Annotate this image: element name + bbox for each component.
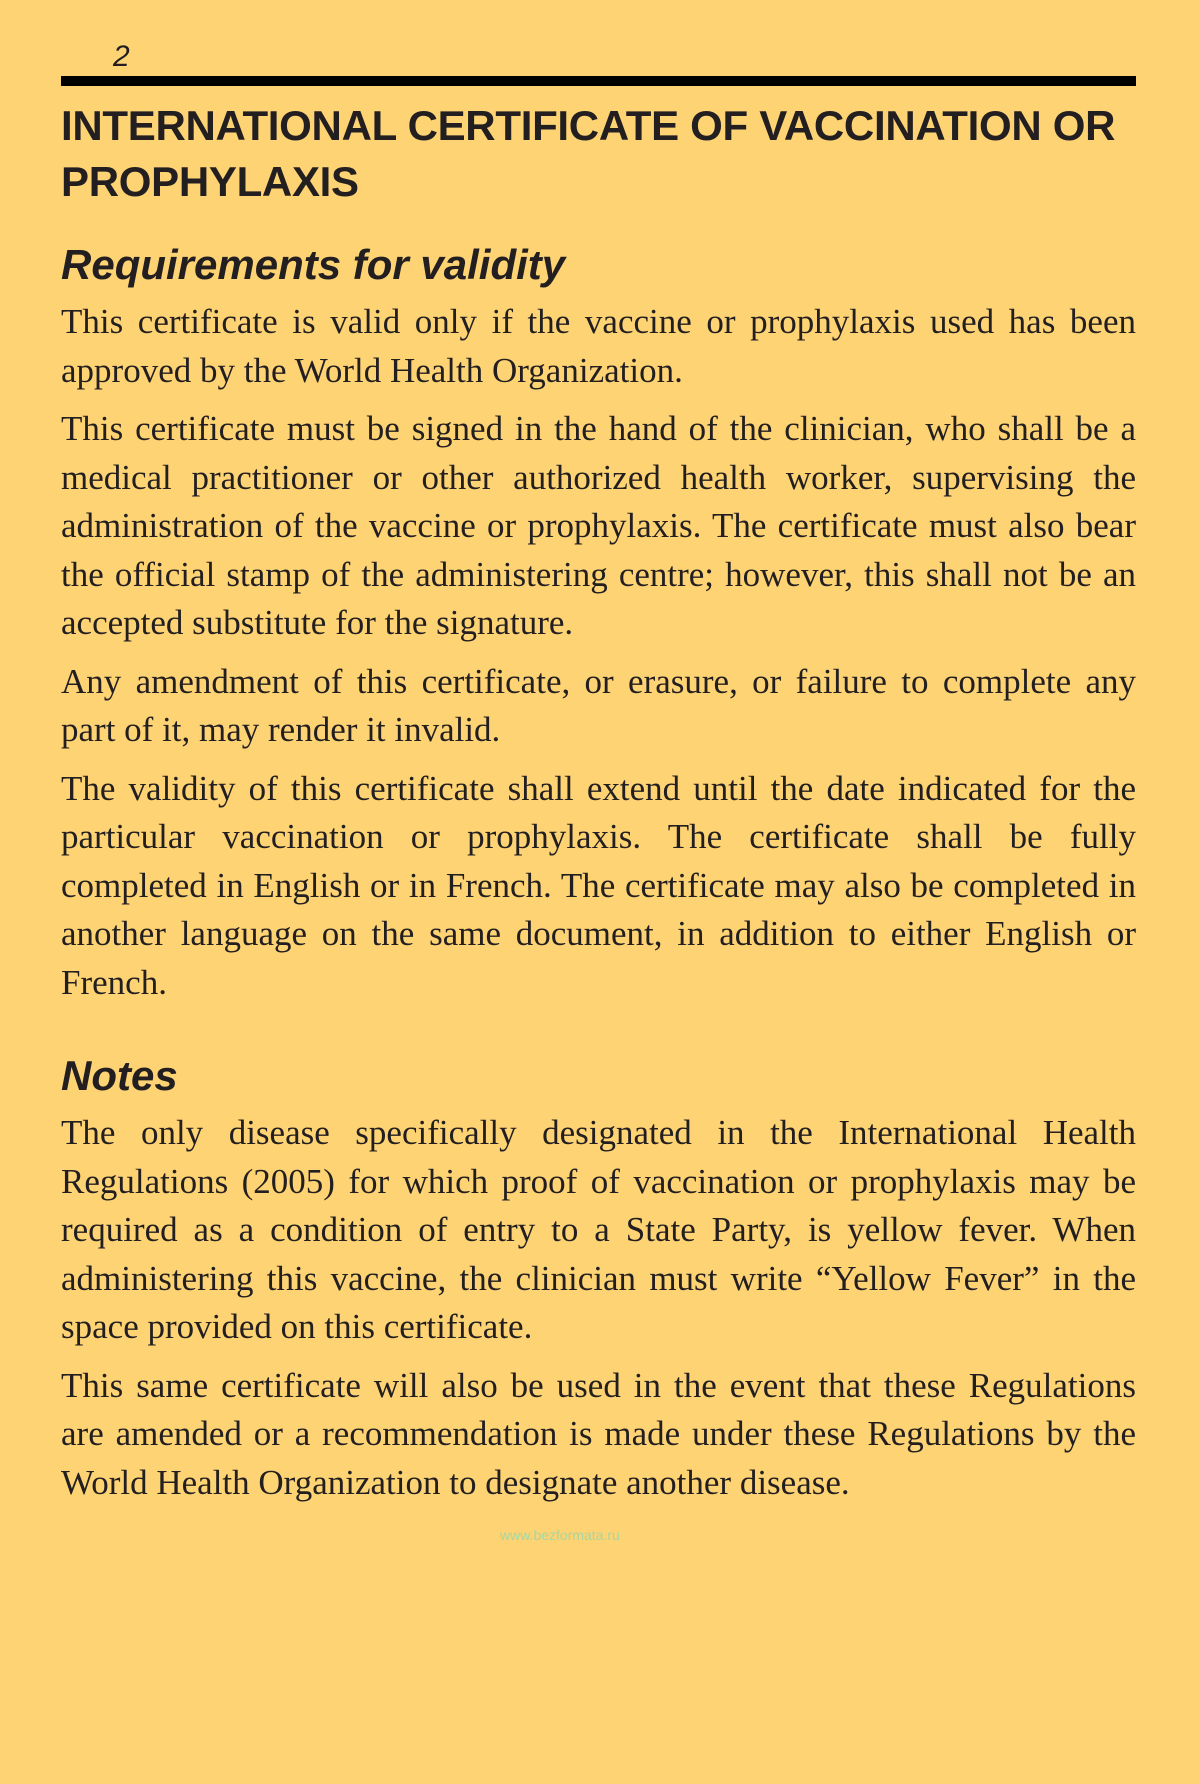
page-number: 2 xyxy=(113,40,130,73)
notes-heading: Notes xyxy=(61,1052,178,1100)
validity-paragraph-1: This certificate is valid only if the vaccine or prophylaxis used has been approved by the World Health Organization. xyxy=(61,302,1136,390)
certificate-title: INTERNATIONAL CERTIFICATE OF VACCINATION OR PROPHYLAXIS xyxy=(61,102,1116,205)
validity-paragraph-3: Any amendment of this certificate, or erasure, or failure to complete any part of it, may render it invalid. xyxy=(61,661,1136,750)
requirements-heading: Requirements for validity xyxy=(61,241,566,288)
notes-paragraph-1: The only disease specifically designated in the International Health Regulations (2005) for which proof of vaccination or prophylaxis may be required as a condition of entry to a State Party, is yellow fever. When administering this vaccine, the clinician must write “Yellow Fever” in the space provided on this certificate. xyxy=(61,1113,1136,1347)
certificate-page xyxy=(61,30,1136,1517)
validity-paragraph-2: This certificate must be signed in the hand of the clinician, who shall be a medical practitioner or other authorized health worker, supervising the administration of the vaccine or prophylaxis. The certificate must also bear the official stamp of the administering centre; however, this shall not be an accepted substitute for the signature. xyxy=(61,409,1136,643)
validity-paragraph-4: The validity of this certificate shall extend until the date indicated for the particular vaccination or prophylaxis. The certificate shall be fully completed in English or in French. The certificate may also be completed in another language on the same document, in addition to either English or French. xyxy=(61,768,1136,1002)
watermark: www.bezformata.ru xyxy=(500,1527,620,1543)
notes-paragraph-2: This same certificate will also be used in the event that these Regulations are amended or a recommendation is made under these Regulations by the World Health Organization to designate another disease. xyxy=(61,1365,1136,1502)
top-rule-divider xyxy=(61,76,1136,86)
